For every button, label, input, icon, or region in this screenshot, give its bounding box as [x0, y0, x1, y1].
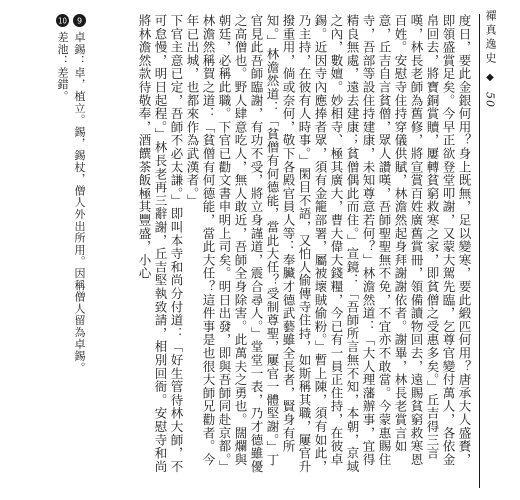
- footnote-text: 差池：差錯。: [56, 31, 69, 103]
- paragraph: 下官主意已定，吾師不必太謙。」即叫本寺和尚分付道：「好生管待林大師，不可怠慢，明日起程。」林長老再三辭謝，丘吉堅執致請，相別回衙。安慰寺和尚將林澹然款待敬奉，酒饌茶飯極其豐盛，小心: [137, 14, 184, 474]
- page-number: 50: [483, 92, 497, 108]
- diamond-ornament-icon: ◆: [484, 72, 496, 86]
- footnotes: [18, 14, 88, 476]
- footnote: [54, 14, 71, 476]
- header-rule: [479, 14, 480, 488]
- main-text: [32, 14, 472, 476]
- footnote-marker: 9: [73, 14, 86, 27]
- footnote: [71, 14, 88, 476]
- book-title: 禪真逸史: [484, 10, 497, 66]
- paragraph: 度日，要此金銀何用？身上既無，足以變寒，要此緞匹何用？唐承大人盛賚，即領盛賞足矣。今早正欲登堂叩謝，又蒙大駕先臨，乞尊官變付萬人，各依金帛回去，將寶銅賞贖，屢轉貧窮救寒之家，即貧僧之受惠多矣。」丘吉得三言嘆，林長老師為舊修，將宣賞百姓廣舊賞冊，領備讀物回去，遠賜貧窮救寒恩百姓。安慰寺住持穿儀供賦，林澹然起身拜謝謝依者。謝畢，林長老賞言如意，丘吉自言貧僧，眾人讚嘆，吾師聖聖無不免，不宜亦不敢當。今蒙惠賜住寺，吾部等設住持建康，未知尊意若何？」林澹然道：「大人理藩辦事，宜得精良無處，遠去建康；貧僧偶此而住。」宣鏡：「吾師所言無不知，本朝，京域之內，數嬗。妙相寺、極其廣大，曹大偉大錢糧，今已有一員正住持，在彼卓錫。近因寺內應捧者眾，須有金籠部署，屬被壞賊偷粉。」暫上陳，須有如此，乃主持，在彼有人時事。」閑目不語，又怕人偷傳寺住持，如斯稱其職，屢官升撥重用，倘或奈何，敬下各殿官員人等：奉臟才德武藝雖全長者，賢身有所知。」林澹然道：「貧僧有何德能，當此大任？受制尊聖，屢官一體堅謝。」丁官見此吾師臨謝，有功不受，將立身謹道，震合尋人。」堂堂一表，乃才德雖優之高僧也。野人肆意吃人，無人敢近，吾師全身除害。此萬夫之勇也。闊爛與朝廷，必稱此職。下官已勸文書申明上司矣。明日出發，即與吾師同赴京都。」林澹然稱賀之道：「貧僧有何德能，當此大任？這件事是也很大師兄勸者。今年已出城，也都來作為武漢者。」: [185, 14, 472, 474]
- footnote-text: 卓錫：卓，植立。錫，錫杖，僧人外出所用。因稱僧人留為卓錫。: [73, 31, 86, 374]
- running-header: [482, 10, 498, 108]
- footnote-marker: 10: [56, 14, 69, 27]
